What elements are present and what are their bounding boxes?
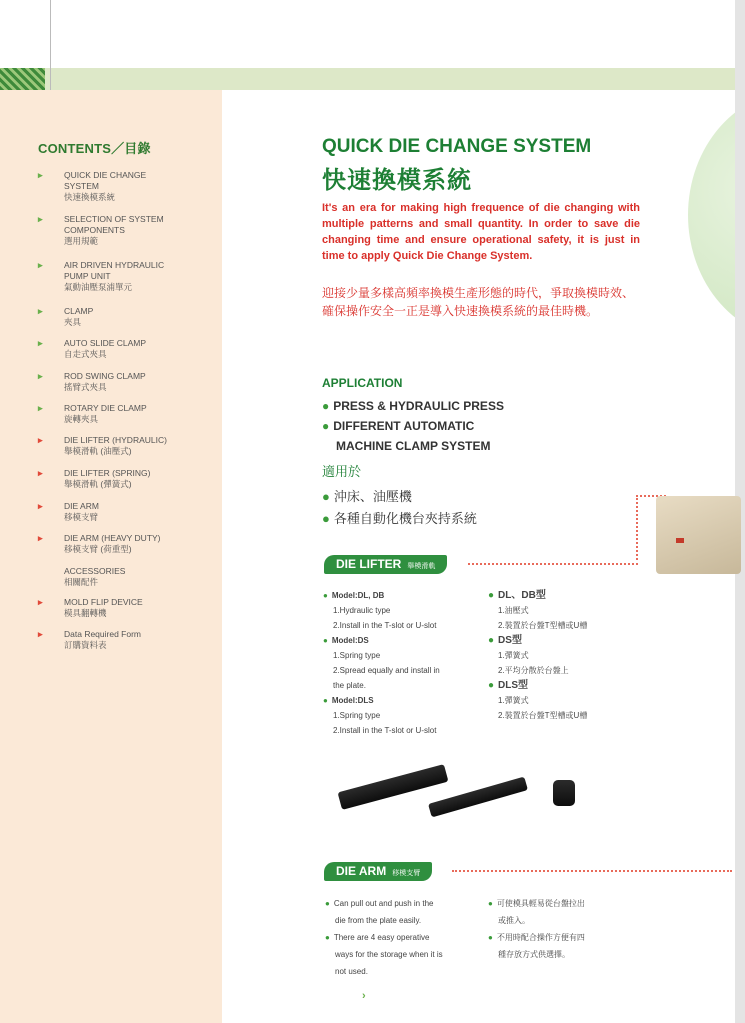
contents-title: CONTENTS／目錄 xyxy=(38,141,151,156)
application-label: 沖床、油壓機 xyxy=(333,489,412,504)
spec-line: 2.平均分散於台盤上 xyxy=(498,666,569,675)
badge-sublabel: 舉模滑軌 xyxy=(407,563,436,570)
application-item-zh xyxy=(322,486,412,505)
toc-label: QUICK DIE CHANGE SYSTEM 快速換模系統 xyxy=(64,170,147,202)
bullet-icon: ● xyxy=(488,933,493,942)
toc-label: ROTARY DIE CLAMP 旋轉夾具 xyxy=(64,403,147,424)
bullet-icon: ● xyxy=(322,419,330,433)
leader-line xyxy=(468,563,638,565)
badge-label: DIE ARM xyxy=(336,864,387,878)
arrow-icon: ▸ xyxy=(38,260,43,270)
arm-line-label: Can pull out and push in the xyxy=(333,899,434,908)
bullet-icon: ● xyxy=(488,635,495,646)
bullet-icon: ● xyxy=(322,489,330,504)
application-title-zh: 適用於 xyxy=(322,464,362,479)
toc-label: ACCESSORIES 相關配件 xyxy=(64,566,126,587)
arm-line: ways for the storage when it is xyxy=(335,950,443,959)
arrow-icon: ▸ xyxy=(38,533,43,543)
spec-zh xyxy=(488,588,648,723)
spec-head-label: Model:DS xyxy=(331,636,369,645)
toc-label: DIE ARM 移模支臂 xyxy=(64,501,99,522)
spec-head-label: DS型 xyxy=(498,635,522,646)
spec-line: 2.裝置於台盤T型槽或U槽 xyxy=(498,711,588,720)
spec-line: 2.Install in the T-slot or U-slot xyxy=(333,621,437,630)
bullet-icon: ● xyxy=(488,680,495,691)
bullet-icon: ● xyxy=(325,899,330,908)
arm-line-label: 不用時配合操作方便有四 xyxy=(496,933,585,942)
spec-head xyxy=(323,693,483,708)
intro-text: It's an era for making high frequence of die changing with multiple patterns and small quantity. In order to save die changing time and ensure operational safety, it is just in time to apply Quick Die Change System. xyxy=(322,202,640,262)
spec-line: the plate. xyxy=(333,681,366,690)
arrow-icon: ▸ xyxy=(38,629,43,639)
arrow-icon: ▸ xyxy=(38,214,43,224)
arm-line: 或推入。 xyxy=(498,916,530,925)
application-label: PRESS & HYDRAULIC PRESS xyxy=(333,399,504,413)
spec-head-label: DLS型 xyxy=(498,680,529,691)
toc-label: ROD SWING CLAMP 搖臂式夾具 xyxy=(64,371,146,392)
spec-head-label: DL、DB型 xyxy=(498,590,546,601)
die-arm-text-zh xyxy=(488,895,638,963)
application-title: APPLICATION xyxy=(322,376,403,390)
badge-sublabel: 移模支臂 xyxy=(392,870,421,877)
toc-label: AIR DRIVEN HYDRAULIC PUMP UNIT 氣動油壓泵浦單元 xyxy=(64,260,165,292)
bullet-icon: ● xyxy=(323,636,328,645)
bullet-icon: ● xyxy=(322,399,330,413)
spec-dl-db xyxy=(323,588,483,738)
die-lifter-photo xyxy=(553,780,575,806)
toc-label: CLAMP 夾具 xyxy=(64,306,94,327)
toc-label: DIE LIFTER (SPRING) 舉模滑軌 (彈簧式) xyxy=(64,468,151,489)
application-item xyxy=(336,436,490,456)
application-label: MACHINE CLAMP SYSTEM xyxy=(336,439,491,453)
spec-line: 2.Spread equally and install in xyxy=(333,666,440,675)
spec-line: 1.油壓式 xyxy=(498,606,529,615)
application-label: 各種自動化機台夾持系統 xyxy=(333,511,477,526)
application-item-zh xyxy=(322,508,477,527)
leader-line xyxy=(636,495,638,560)
header-rule xyxy=(0,68,745,90)
toc-label: DIE LIFTER (HYDRAULIC) 舉模滑軌 (油壓式) xyxy=(64,435,167,456)
toc-label: DIE ARM (HEAVY DUTY) 移模支臂 (荷重型) xyxy=(64,533,161,554)
spec-head xyxy=(488,678,648,693)
arrow-icon: ▸ xyxy=(38,306,43,316)
spec-line: 2.Install in the T-slot or U-slot xyxy=(333,726,437,735)
arm-line xyxy=(325,895,475,912)
bullet-icon: ● xyxy=(322,511,330,526)
arrow-icon: › xyxy=(362,990,366,1002)
spec-line: 1.彈簧式 xyxy=(498,651,529,660)
bullet-icon: ● xyxy=(323,591,328,600)
arrow-icon: ▸ xyxy=(38,435,43,445)
application-label: DIFFERENT AUTOMATIC xyxy=(333,419,475,433)
arrow-icon: ▸ xyxy=(38,338,43,348)
arrow-icon: ▸ xyxy=(38,371,43,381)
arm-line: not used. xyxy=(335,967,368,976)
arm-line-label: 可使模具輕易從台盤拉出 xyxy=(496,899,585,908)
spec-head-label: Model:DLS xyxy=(331,696,374,705)
spec-head xyxy=(488,588,648,603)
bullet-icon: ● xyxy=(325,933,330,942)
toc-label: AUTO SLIDE CLAMP 自走式夾具 xyxy=(64,338,147,359)
spec-line: 1.Spring type xyxy=(333,651,381,660)
spec-line: 1.Spring type xyxy=(333,711,381,720)
arrow-icon: ▸ xyxy=(38,170,43,180)
arrow-icon: ▸ xyxy=(38,501,43,511)
die-arm-text xyxy=(325,895,475,980)
page-title-zh: 快速換模系統 xyxy=(322,167,472,194)
bullet-icon: ● xyxy=(488,590,495,601)
machine-photo xyxy=(656,496,741,574)
spec-head xyxy=(488,633,648,648)
spec-head-label: Model:DL, DB xyxy=(331,591,385,600)
badge-label: DIE LIFTER xyxy=(336,557,402,571)
arm-line: die from the plate easily. xyxy=(335,916,422,925)
spec-head xyxy=(323,588,483,603)
machine-tag xyxy=(676,538,684,543)
spec-line: 1.Hydraulic type xyxy=(333,606,391,615)
arm-line xyxy=(325,929,475,946)
toc-label: Data Required Form 訂購資料表 xyxy=(64,629,142,650)
arm-line: 種存放方式供選擇。 xyxy=(498,950,570,959)
toc-label: MOLD FLIP DEVICE 模具翻轉機 xyxy=(64,597,143,618)
bullet-icon: ● xyxy=(488,899,493,908)
checker-pattern xyxy=(0,68,45,90)
top-band xyxy=(0,0,745,68)
spec-line: 1.彈簧式 xyxy=(498,696,529,705)
application-item xyxy=(322,416,474,436)
arrow-icon: ▸ xyxy=(38,403,43,413)
arm-line xyxy=(488,929,638,946)
intro-text-zh: 迎接少量多樣高頻率換模生產形態的時代，爭取換模時效、確保操作安全一正是導入快速換模系統的最佳時機。 xyxy=(322,286,635,318)
margin-line xyxy=(50,0,51,100)
arm-line xyxy=(488,895,638,912)
die-arm-badge xyxy=(324,862,432,881)
arm-line-label: There are 4 easy operative xyxy=(333,933,430,942)
arrow-icon: ▸ xyxy=(38,597,43,607)
toc-label: SELECTION OF SYSTEM COMPONENTS 選用規範 xyxy=(64,214,164,246)
leader-line xyxy=(452,870,732,872)
spec-line: 2.裝置於台盤T型槽或U槽 xyxy=(498,621,588,630)
arrow-icon: ▸ xyxy=(38,468,43,478)
die-lifter-badge xyxy=(324,555,447,574)
bullet-icon: ● xyxy=(323,696,328,705)
spec-head xyxy=(323,633,483,648)
application-item xyxy=(322,396,504,416)
page-title: QUICK DIE CHANGE SYSTEM xyxy=(322,136,592,157)
